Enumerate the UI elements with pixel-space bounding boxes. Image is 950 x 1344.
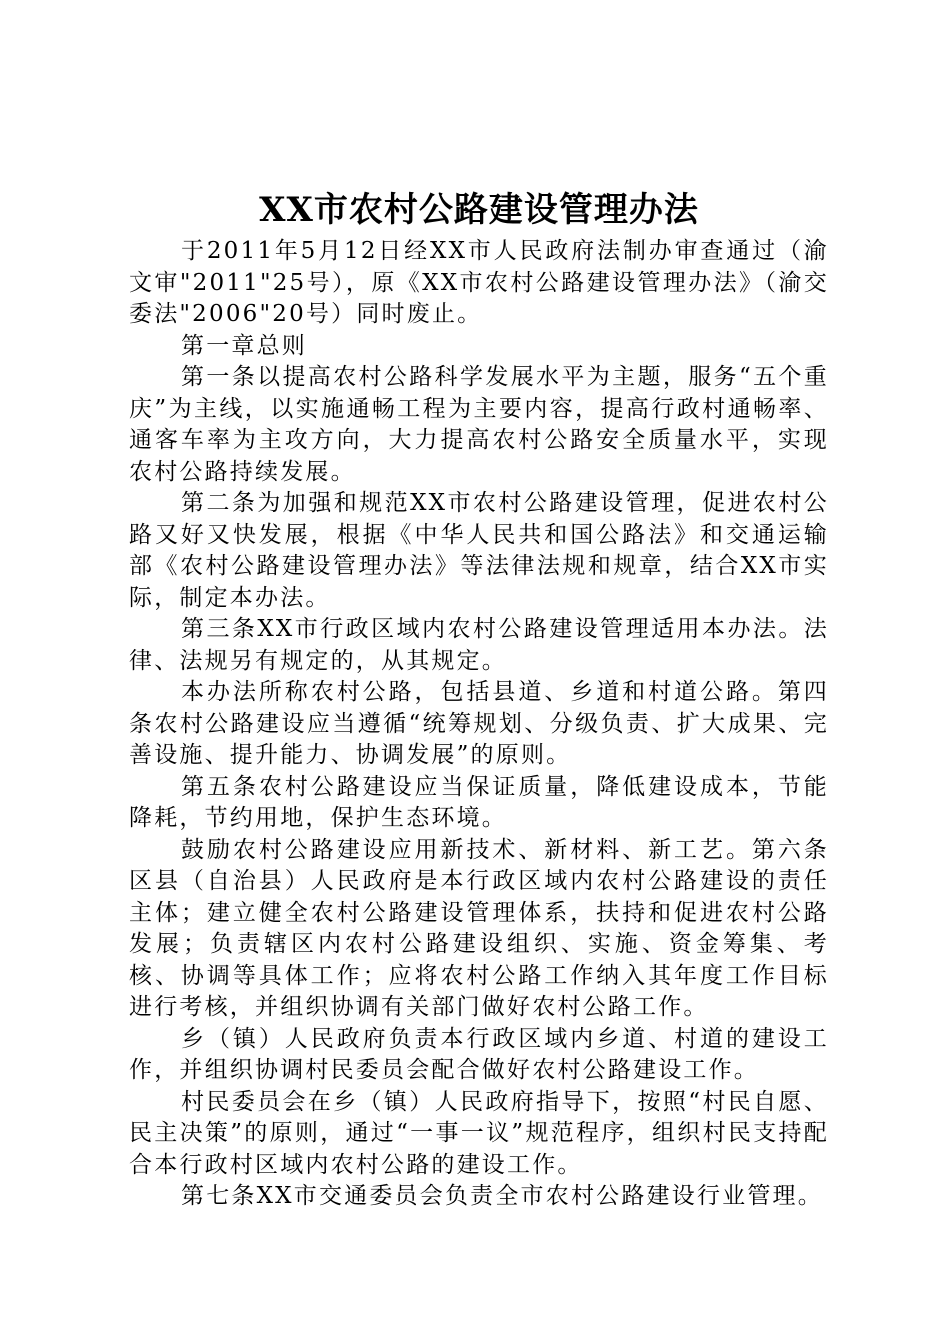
paragraph-article-5: 第五条农村公路建设应当保证质量，降低建设成本，节能降耗，节约用地，保护生态环境。 <box>129 773 829 831</box>
paragraph-article-2: 第二条为加强和规范XX市农村公路建设管理，促进农村公路又好又快发展，根据《中华人民共和国公路法》和交通运输部《农村公路建设管理办法》等法律法规和规章，结合XX市实际，制定本办法。 <box>129 490 829 611</box>
paragraph-article-1: 第一条以提高农村公路科学发展水平为主题，服务“五个重庆”为主线，以实施通畅工程为主要内容，提高行政村通畅率、通客车率为主攻方向，大力提高农村公路安全质量水平，实现农村公路持续发展。 <box>129 364 829 485</box>
document-page <box>129 188 829 1213</box>
paragraph-intro: 于2011年5月12日经XX市人民政府法制办审查通过（渝文审"2011"25号），原《XX市农村公路建设管理办法》（渝交委法"2006"20号）同时废止。 <box>129 238 829 327</box>
paragraph-article-4: 本办法所称农村公路，包括县道、乡道和村道公路。第四条农村公路建设应当遵循“统筹规划、分级负责、扩大成果、完善设施、提升能力、协调发展”的原则。 <box>129 679 829 768</box>
paragraph-article-6: 鼓励农村公路建设应用新技术、新材料、新工艺。第六条区县（自治县）人民政府是本行政区域内农村公路建设的责任主体；建立健全农村公路建设管理体系，扶持和促进农村公路发展；负责辖区内农村公路建设组织、实施、资金筹集、考核、协调等具体工作；应将农村公路工作纳入其年度工作目标进行考核，并组织协调有关部门做好农村公路工作。 <box>129 836 829 1020</box>
paragraph-township-duties: 乡（镇）人民政府负责本行政区域内乡道、村道的建设工作，并组织协调村民委员会配合做好农村公路建设工作。 <box>129 1025 829 1083</box>
paragraph-article-7: 第七条XX市交通委员会负责全市农村公路建设行业管理。 <box>181 1183 823 1209</box>
paragraph-article-3: 第三条XX市行政区域内农村公路建设管理适用本办法。法律、法规另有规定的，从其规定。 <box>129 616 829 674</box>
document-title: XX市农村公路建设管理办法 <box>259 190 699 230</box>
paragraph-chapter-heading: 第一章总则 <box>181 332 307 359</box>
paragraph-village-committee: 村民委员会在乡（镇）人民政府指导下，按照“村民自愿、民主决策”的原则，通过“一事一议”规范程序，组织村民支持配合本行政村区域内农村公路的建设工作。 <box>129 1088 829 1178</box>
